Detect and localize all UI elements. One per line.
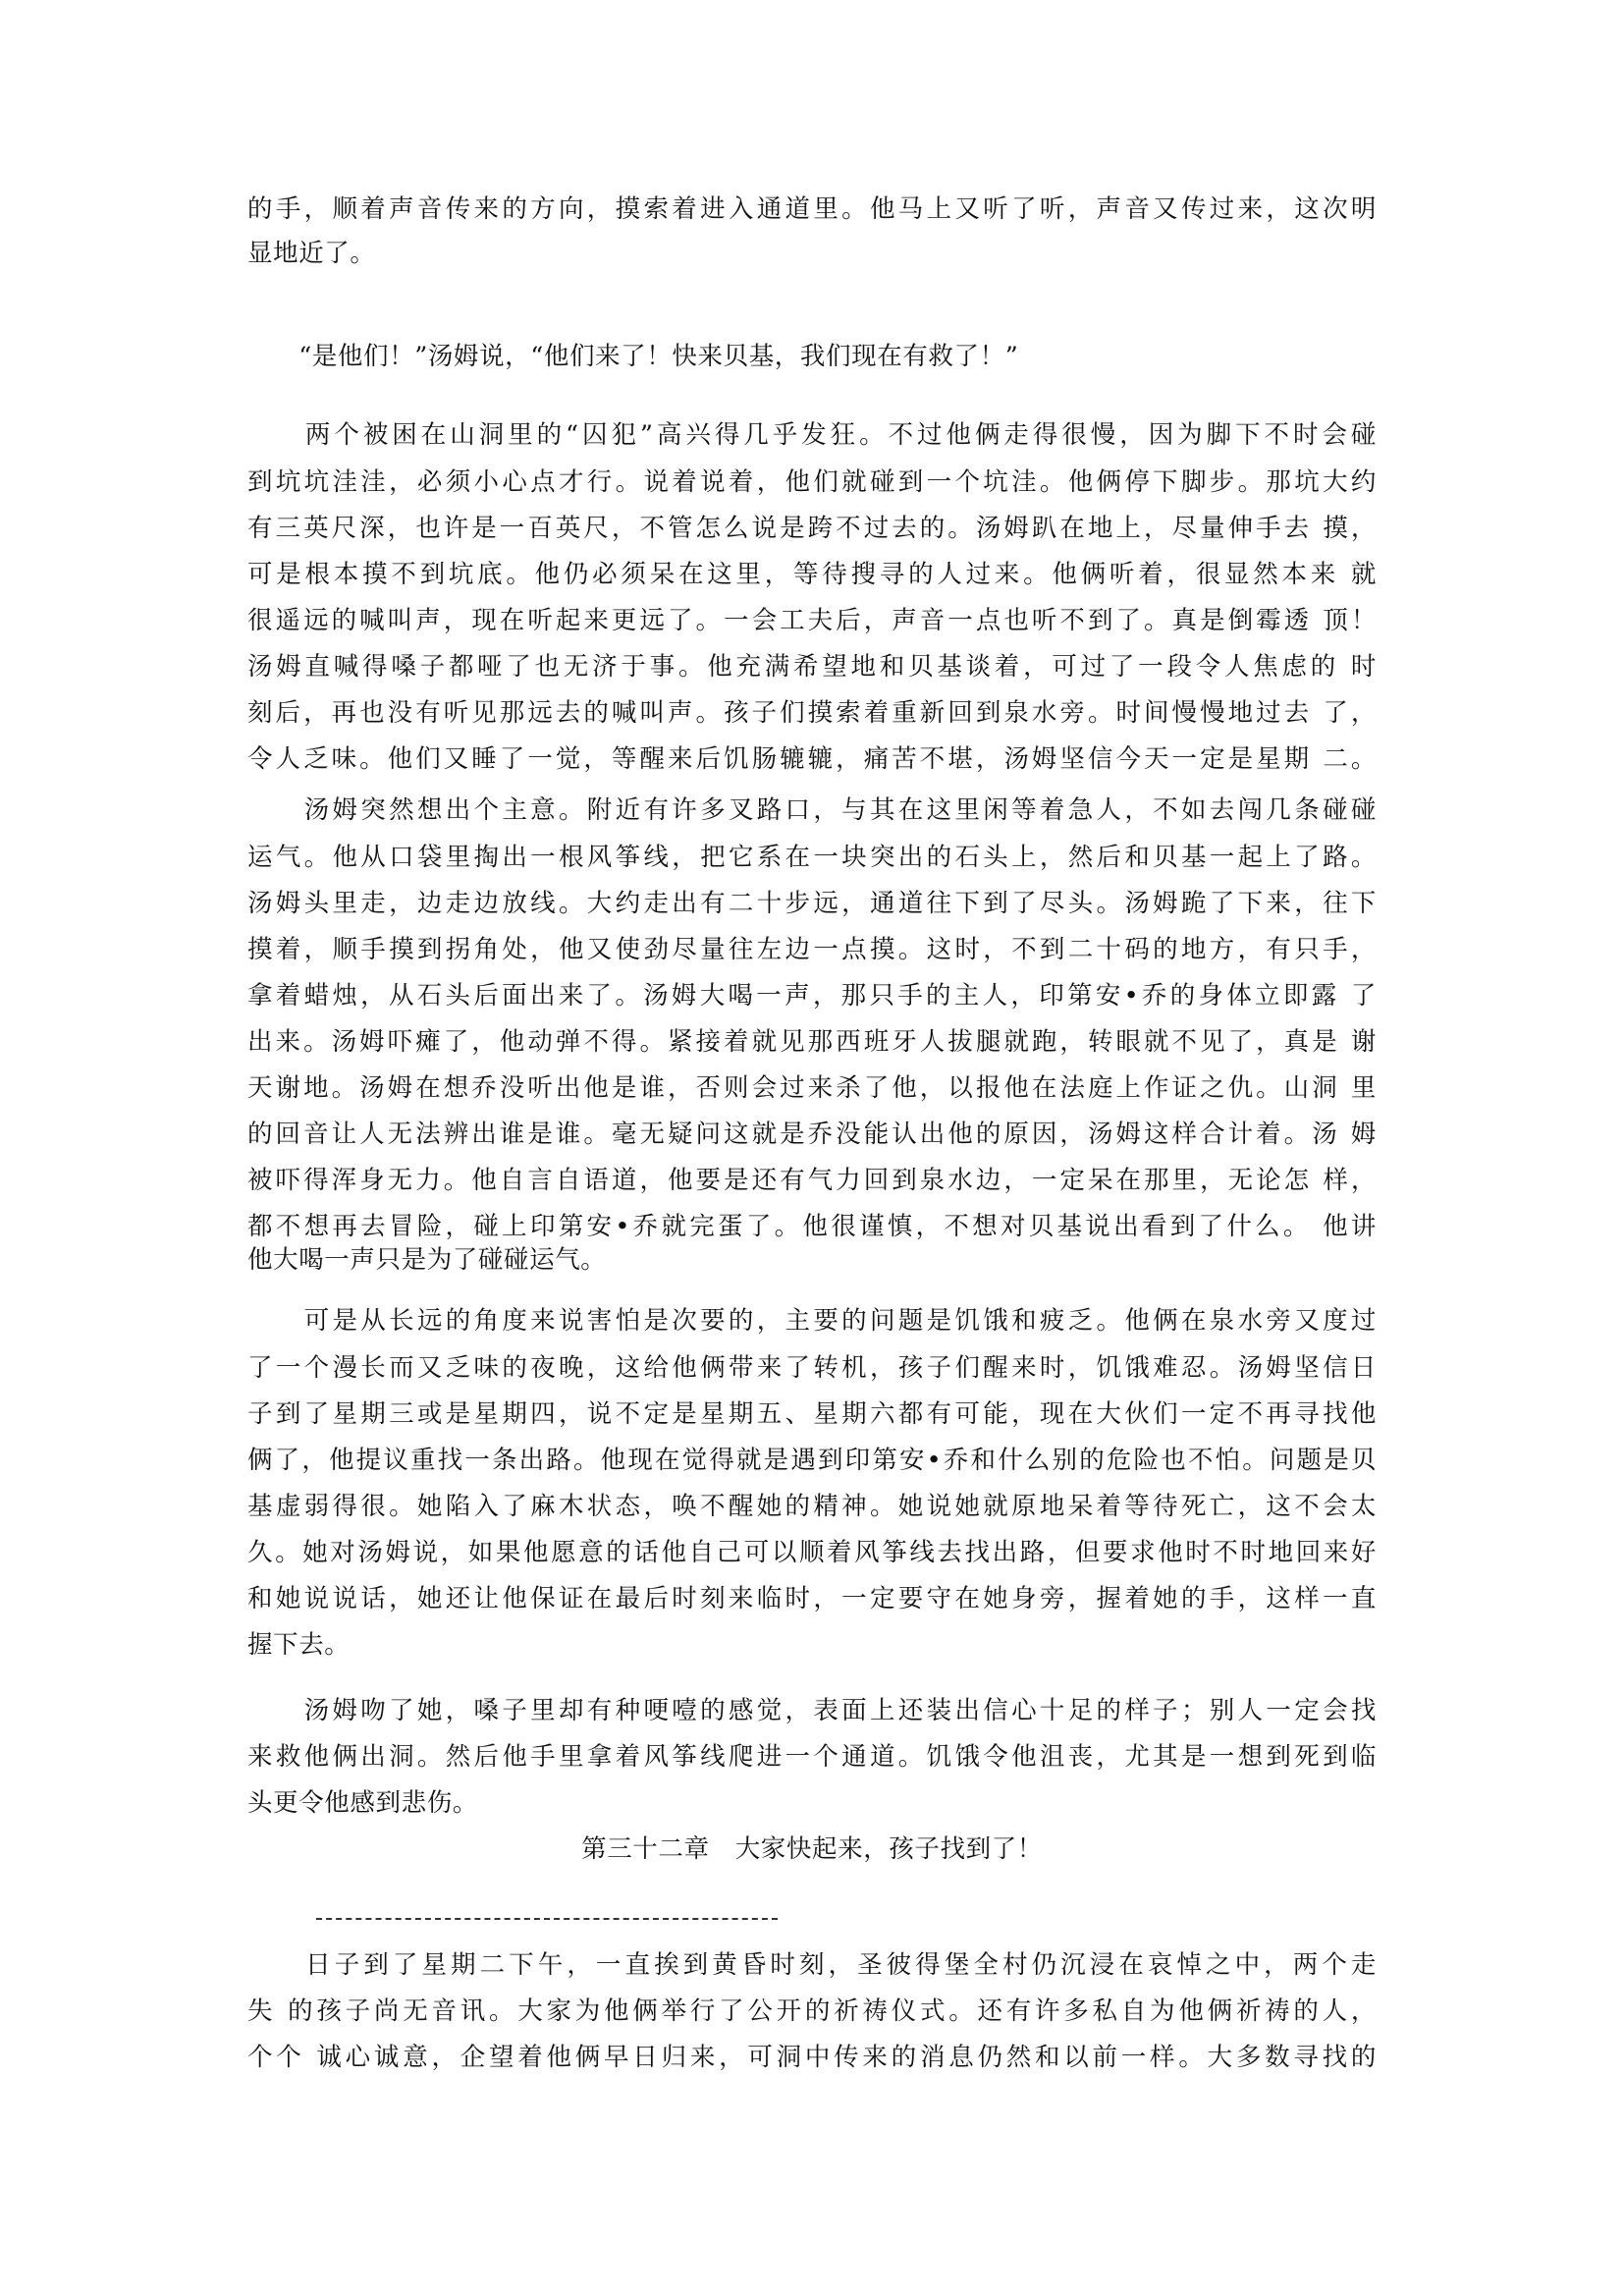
text-line: 汤姆直喊得嗓子都哑了也无济于事。他充满希望地和贝基谈着，可过了一段令人焦虑的 时 <box>247 652 1377 682</box>
text-line: 失 的孩子尚无音讯。大家为他俩举行了公开的祈祷仪式。还有许多私自为他俩祈祷的人， <box>247 1996 1377 2026</box>
text-line: 个个 诚心诚意，企望着他俩早日归来，可洞中传来的消息仍然和以前一样。大多数寻找的 <box>247 2043 1377 2072</box>
text-line: 子到了星期三或是星期四，说不定是星期五、星期六都有可能，现在大伙们一定不再寻找他 <box>247 1399 1377 1429</box>
text-line: 有三英尺深，也许是一百英尺，不管怎么说是跨不过去的。汤姆趴在地上，尽量伸手去 摸， <box>247 514 1377 543</box>
text-line: 的手，顺着声音传来的方向，摸索着进入通道里。他马上又听了听，声音又传过来，这次明 <box>247 194 1377 224</box>
text-line: 和她说说话，她还让他保证在最后时刻来临时，一定要守在她身旁，握着她的手，这样一直 <box>247 1584 1377 1613</box>
text-line: 摸着，顺手摸到拐角处，他又使劲尽量往左边一点摸。这时，不到二十码的地方，有只手， <box>247 935 1377 964</box>
text-line: 了一个漫长而又乏味的夜晚，这给他俩带来了转机，孩子们醒来时，饥饿难忍。汤姆坚信日 <box>247 1353 1377 1383</box>
text-line: 汤姆吻了她，嗓子里却有种哽噎的感觉，表面上还装出信心十足的样子；别人一定会找 <box>247 1696 1377 1725</box>
text-line: 拿着蜡烛，从石头后面出来了。汤姆大喝一声，那只手的主人，印第安•乔的身体立即露 了 <box>247 981 1377 1011</box>
separator-rule <box>316 1918 778 1920</box>
text-line: 可是从长远的角度来说害怕是次要的，主要的问题是饥饿和疲乏。他俩在泉水旁又度过 <box>247 1306 1377 1336</box>
text-line: 运气。他从口袋里掏出一根风筝线，把它系在一块突出的石头上，然后和贝基一起上了路。 <box>247 843 1377 872</box>
text-line: 可是根本摸不到坑底。他仍必须呆在这里，等待搜寻的人过来。他俩听着，很显然本来 就 <box>247 560 1377 589</box>
text-line: 两个被困在山洞里的“囚犯”高兴得几乎发狂。不过他俩走得很慢，因为脚下不时会碰 <box>247 420 1377 450</box>
text-line: 他大喝一声只是为了碰碰运气。 <box>247 1245 607 1275</box>
text-line: 日子到了星期二下午，一直挨到黄昏时刻，圣彼得堡全村仍沉浸在哀悼之中，两个走 <box>247 1950 1377 1980</box>
text-line: 来救他俩出洞。然后他手里拿着风筝线爬进一个通道。饥饿令他沮丧，尤其是一想到死到临 <box>247 1742 1377 1772</box>
text-line: 汤姆突然想出个主意。附近有许多叉路口，与其在这里闲等着急人，不如去闯几条碰碰 <box>247 795 1377 825</box>
text-line: 俩了，他提议重找一条出路。他现在觉得就是遇到印第安•乔和什么别的危险也不怕。问题是贝 <box>247 1446 1377 1475</box>
text-line: 到坑坑洼洼，必须小心点才行。说着说着，他们就碰到一个坑洼。他俩停下脚步。那坑大约 <box>247 467 1377 497</box>
text-line: 头更令他感到悲伤。 <box>247 1788 478 1818</box>
text-line: 很遥远的喊叫声，现在听起来更远了。一会工夫后，声音一点也听不到了。真是倒霉透 顶！ <box>247 606 1377 635</box>
text-line: 握下去。 <box>247 1630 351 1660</box>
text-line: 久。她对汤姆说，如果他愿意的话他自己可以顺着风筝线去找出路，但要求他时不时地回来好 <box>247 1538 1377 1567</box>
text-line: “是他们！”汤姆说，“他们来了！快来贝基，我们现在有救了！” <box>247 342 1019 371</box>
text-line: 天谢地。汤姆在想乔没听出他是谁，否则会过来杀了他，以报他在法庭上作证之仇。山洞 里 <box>247 1073 1377 1103</box>
text-line: 被吓得浑身无力。他自言自语道，他要是还有气力回到泉水边，一定呆在那里，无论怎 样， <box>247 1166 1377 1195</box>
text-line: 汤姆头里走，边走边放线。大约走出有二十步远，通道往下到了尽头。汤姆跪了下来，往下 <box>247 889 1377 918</box>
text-line: 的回音让人无法辨出谁是谁。毫无疑问这就是乔没能认出他的原因，汤姆这样合计着。汤 姆 <box>247 1120 1377 1149</box>
text-line: 令人乏味。他们又睡了一觉，等醒来后饥肠辘辘，痛苦不堪，汤姆坚信今天一定是星期 二。 <box>247 744 1377 774</box>
text-line: 基虚弱得很。她陷入了麻木状态，唤不醒她的精神。她说她就原地呆着等待死亡，这不会太 <box>247 1492 1377 1521</box>
text-line: 出来。汤姆吓瘫了，他动弹不得。紧接着就见那西班牙人拔腿就跑，转眼就不见了，真是 谢 <box>247 1027 1377 1057</box>
text-line: 显地近了。 <box>247 239 376 268</box>
chapter-heading: 第三十二章 大家快起来，孩子找到了！ <box>581 1834 1043 1864</box>
text-line: 都不想再去冒险，碰上印第安•乔就完蛋了。他很谨慎，不想对贝基说出看到了什么。 他讲 <box>247 1212 1377 1241</box>
text-line: 刻后，再也没有听见那远去的喊叫声。孩子们摸索着重新回到泉水旁。时间慢慢地过去 了， <box>247 698 1377 728</box>
